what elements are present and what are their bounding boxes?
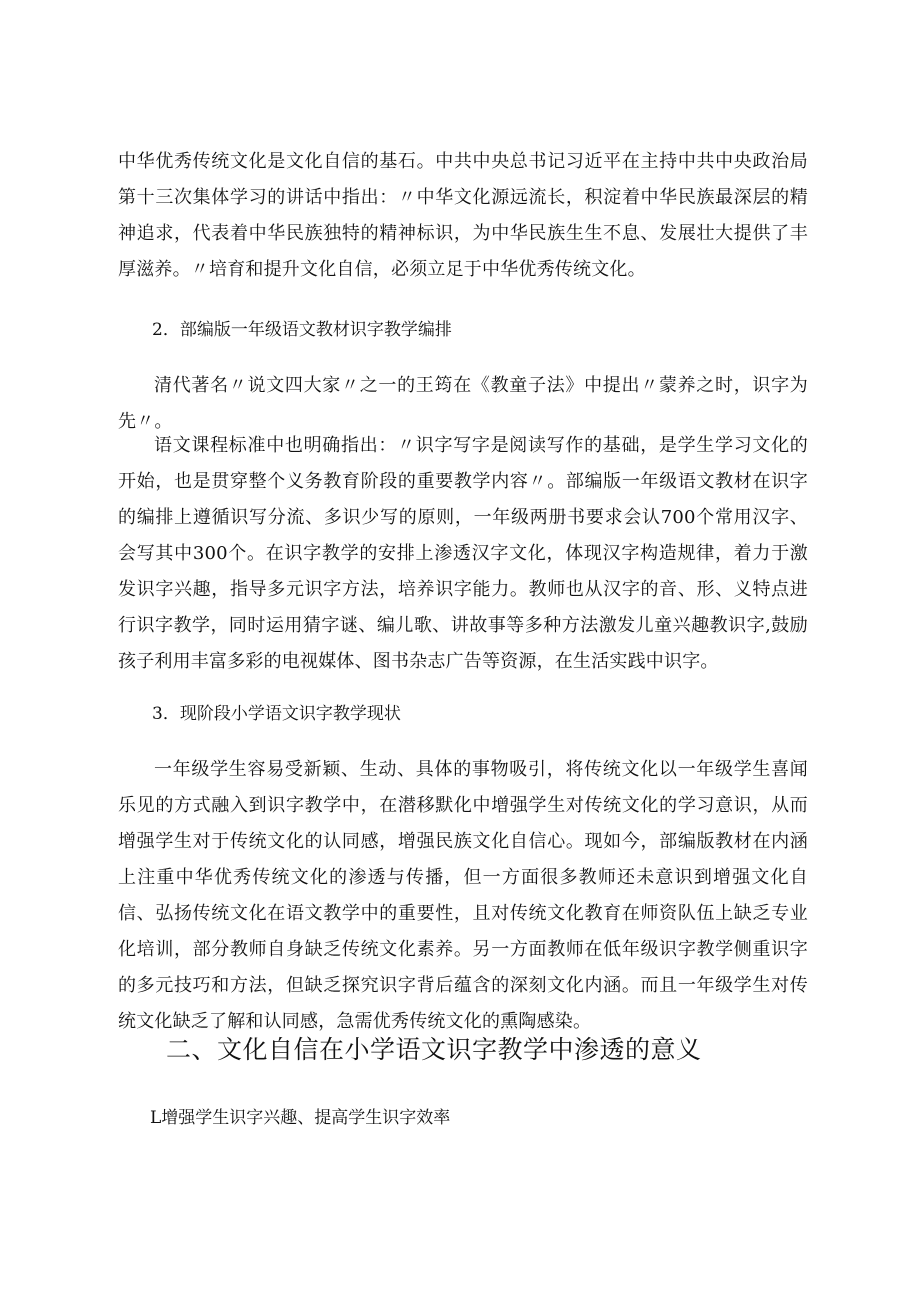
subheading-current-status: 3．现阶段小学语文识字教学现状 xyxy=(152,704,401,724)
paragraph-first-grade-status: 一年级学生容易受新颖、生动、具体的事物吸引，将传统文化以一年级学生喜闻乐见的方式融入到识字教学中，在潜移默化中增强学生对传统文化的学习意识，从而增强学生对于传统文化的认同感，增强民族文化自信心。现如今，部编版教材在内涵上注重中华优秀传统文化的渗透与传播，但一方面很多教师还未意识到增强文化自信、弘扬传统文化在语文教学中的重要性，且对传统文化教育在师资队伍上缺乏专业化培训，部分教师自身缺乏传统文化素养。另一方面教师在低年级识字教学侧重识字的多元技巧和方法，但缺乏探究识字背后蕴含的深刻文化内涵。而且一年级学生对传统文化缺乏了解和认同感，急需优秀传统文化的熏陶感染。 xyxy=(118,759,808,1032)
paragraph-cultural-confidence-foundation: 中华优秀传统文化是文化自信的基石。中共中央总书记习近平在主持中共中央政治局第十三次集体学习的讲话中指出：〃中华文化源远流长，积淀着中华民族最深层的精神追求，代表着中华民族独特的精神标识，为中华民族生生不息、发展壮大提供了丰厚滋养。〃培育和提升文化自信，必须立足于中华优秀传统文化。 xyxy=(118,151,808,280)
section-heading-significance: 二、文化自信在小学语文识字教学中渗透的意义 xyxy=(166,1035,702,1064)
subheading-interest-efficiency: L增强学生识字兴趣、提高学生识字效率 xyxy=(150,1108,451,1128)
paragraph-wang-yun-quote: 清代著名〃说文四大家〃之一的王筠在《教童子法》中提出〃蒙养之时，识字为先〃。 xyxy=(118,375,808,432)
subheading-textbook-arrangement: 2．部编版一年级语文教材识字教学编排 xyxy=(152,320,452,340)
paragraph-curriculum-standards: 语文课程标准中也明确指出：〃识字写字是阅读写作的基础，是学生学习文化的开始，也是贯穿整个义务教育阶段的重要教学内容〃。部编版一年级语文教材在识字的编排上遵循识写分流、多识少写的原则，一年级两册书要求会认700个常用汉字、会写其中300个。在识字教学的安排上渗透汉字文化，体现汉字构造规律，着力于激发识字兴趣，指导多元识字方法，培养识字能力。教师也从汉字的音、形、义特点进行识字教学，同时运用猜字谜、编儿歌、讲故事等多种方法激发儿童兴趣教识字,鼓励孩子利用丰富多彩的电视媒体、图书杂志广告等资源，在生活实践中识字。 xyxy=(118,435,808,672)
